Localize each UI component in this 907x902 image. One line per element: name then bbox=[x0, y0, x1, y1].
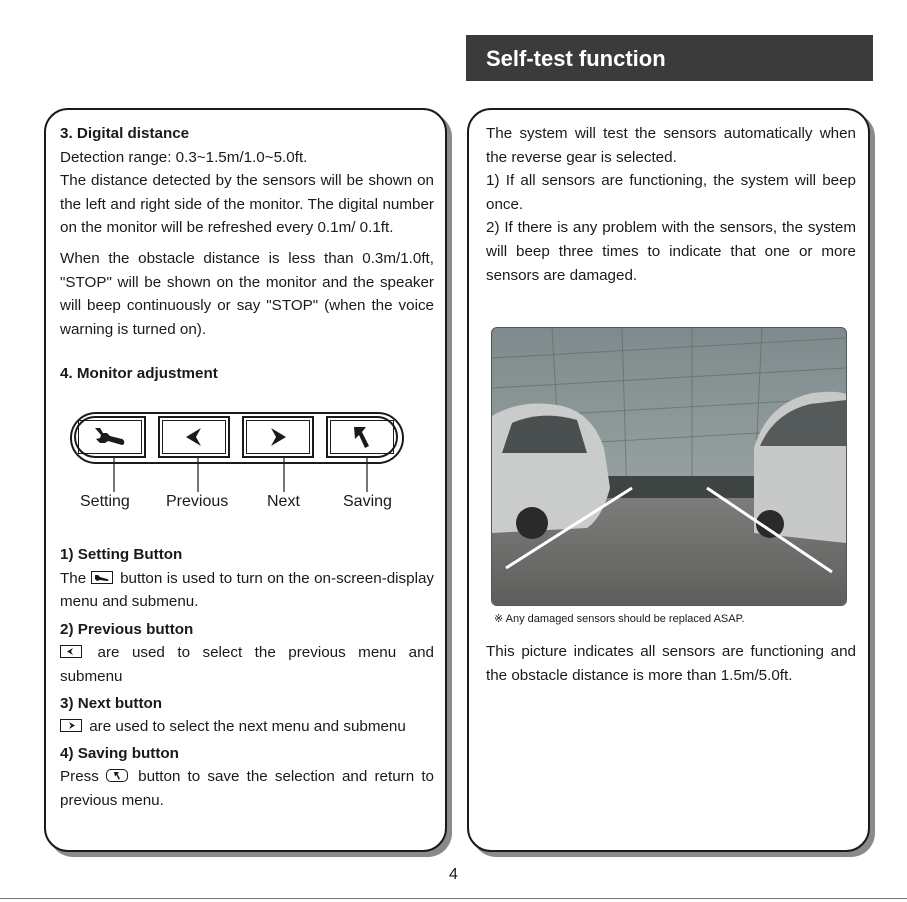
monitor-adjustment-heading: 4. Monitor adjustment bbox=[60, 365, 218, 383]
photo-description bbox=[486, 640, 856, 687]
next-key-icon bbox=[60, 719, 82, 732]
left-arrow-icon bbox=[182, 425, 206, 449]
setting-pre-text: The bbox=[60, 569, 87, 587]
wrench-icon bbox=[92, 424, 128, 450]
saving-label: Saving bbox=[343, 493, 392, 510]
page-number: 4 bbox=[449, 866, 458, 883]
section-header: Self-test function bbox=[466, 35, 873, 81]
picture-indication-text: This picture indicates all sensors are functioning and the obstacle distance is more than 1.5m/5.0ft. bbox=[486, 643, 856, 684]
photo-caption: ※ Any damaged sensors should be replaced ASAP. bbox=[494, 613, 745, 625]
self-test-ok: 1) If all sensors are functioning, the system will beep once. bbox=[486, 172, 856, 213]
self-test-intro: The system will test the sensors automatically when the reverse gear is selected. bbox=[486, 125, 856, 166]
keypad-callout-lines bbox=[70, 458, 406, 494]
saving-post-text: button to save the selection and return to previous menu. bbox=[60, 768, 434, 809]
previous-key[interactable] bbox=[158, 416, 230, 458]
right-arrow-icon bbox=[266, 425, 290, 449]
next-key[interactable] bbox=[242, 416, 314, 458]
distance-description: The distance detected by the sensors will be shown on the left and right side of the monitor. The digital number on the monitor will be refreshed every 0.1m/ 0.1ft. bbox=[60, 172, 434, 237]
setting-button-heading: 1) Setting Button bbox=[60, 546, 183, 563]
digital-distance-heading: 3. Digital distance bbox=[60, 125, 190, 142]
saving-key-icon bbox=[106, 769, 128, 782]
parking-scene-image bbox=[492, 328, 846, 605]
bottom-divider bbox=[0, 898, 907, 899]
saving-key[interactable] bbox=[326, 416, 398, 458]
rear-camera-photo bbox=[491, 327, 847, 606]
previous-post-text: are used to select the previous menu and submenu bbox=[60, 644, 434, 685]
setting-button-text bbox=[60, 567, 434, 614]
previous-key-icon bbox=[60, 645, 82, 658]
saving-pre-text: Press bbox=[60, 768, 99, 786]
next-button-text bbox=[60, 715, 434, 739]
previous-label: Previous bbox=[166, 493, 229, 510]
previous-button-heading: 2) Previous button bbox=[60, 620, 194, 638]
detection-range-text: Detection range: 0.3~1.5m/1.0~5.0ft. bbox=[60, 148, 308, 166]
setting-key[interactable] bbox=[74, 416, 146, 458]
setting-key-icon bbox=[91, 571, 113, 584]
next-button-heading: 3) Next button bbox=[60, 694, 163, 712]
saving-button-heading: 4) Saving button bbox=[60, 744, 179, 762]
return-arrow-icon bbox=[350, 424, 374, 450]
previous-button-text bbox=[60, 641, 434, 688]
left-content-bottom bbox=[60, 543, 434, 813]
self-test-problem: 2) If there is any problem with the sensors, the system will beep three times to indicate that one or more sensors are damaged. bbox=[486, 219, 856, 284]
setting-post-text: button is used to turn on the on-screen-display menu and submenu. bbox=[60, 569, 434, 611]
left-content-top bbox=[60, 122, 434, 386]
stop-description: When the obstacle distance is less than 0.3m/1.0ft, "STOP" will be shown on the monitor and the speaker will beep continuously or say "STOP" (when the voice warning is turned on). bbox=[60, 249, 434, 338]
next-label: Next bbox=[267, 493, 300, 510]
next-post-text: are used to select the next menu and submenu bbox=[85, 718, 406, 736]
setting-label: Setting bbox=[80, 493, 130, 510]
right-content bbox=[486, 122, 856, 287]
saving-button-text bbox=[60, 765, 434, 812]
